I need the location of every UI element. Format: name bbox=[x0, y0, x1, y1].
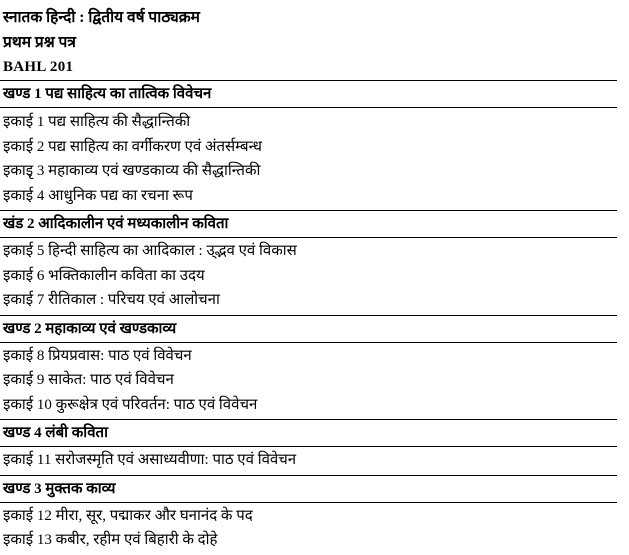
unit-list bbox=[0, 108, 629, 210]
unit-item: इकाई 6 भक्तिकालीन कविता का उदय bbox=[3, 267, 205, 284]
unit-item: इकाइृ 3 महाकाव्य एवं खण्डकाव्य की सैद्धान्तिकी bbox=[3, 163, 261, 179]
unit-list bbox=[0, 503, 629, 555]
section-title: खंड 2 आदिकालीन एवं मध्यकालीन कविता bbox=[3, 216, 229, 232]
unit-list bbox=[0, 343, 629, 420]
unit-list bbox=[0, 447, 629, 475]
unit-item: इकाई 7 रीतिकाल : परिचय एवं आलोचना bbox=[3, 292, 220, 308]
unit-item: इकाई 9 साकेत: पाठ एवं विवेचन bbox=[3, 372, 174, 388]
syllabus-section bbox=[0, 315, 629, 420]
unit-item: इकाई 5 हिन्दी साहित्य का आदिकाल : उ्द्भव एवं विकास bbox=[3, 243, 297, 259]
sections-container bbox=[0, 80, 629, 555]
unit-item: इकाई 10 कुरूक्षेत्र एवं परिवर्तन: पाठ एवं विवेचन bbox=[3, 396, 258, 413]
section-title: खण्ड 2 महाकाव्य एवं खण्डकाव्य bbox=[3, 320, 177, 337]
unit-item: इकाई 1 पद्य साहित्य की सैद्धान्तिकी bbox=[3, 114, 191, 130]
syllabus-section bbox=[0, 80, 629, 210]
unit-list bbox=[0, 238, 629, 315]
unit-item: इकाई 13 कबीर, रहीम एवं बिहारी के दोहे bbox=[3, 532, 218, 548]
syllabus-section bbox=[0, 210, 629, 315]
unit-item: इकाई 12 मीरा, सूर, पद्माकर और घनानंद के पद bbox=[3, 507, 253, 524]
page-title-line-1: स्नातक हिन्दी : द्वितीय वर्ष पाठ्यक्रम bbox=[3, 9, 200, 26]
unit-item: इकाई 8 प्रियप्रवास: पाठ एवं विवेचन bbox=[3, 347, 192, 364]
document-header bbox=[0, 0, 629, 80]
unit-item: इकाई 11 सरोजस्मृति एवं असाध्यवीणा: पाठ एवं विवेचन bbox=[3, 452, 297, 468]
course-code: BAHL 201 bbox=[3, 59, 74, 75]
unit-item: इकाई 2 पद्य साहित्य का वर्गीकरण एवं अंतर्सम्बन्ध bbox=[3, 138, 262, 155]
syllabus-section bbox=[0, 419, 629, 475]
unit-item: इकाई 4 आधुनिक पद्य का रचना रूप bbox=[3, 187, 193, 204]
section-title: खण्ड 4 लंबी कविता bbox=[3, 425, 108, 441]
section-title: खण्ड 1 पद्य साहित्य का तात्विक विवेचन bbox=[3, 86, 212, 102]
section-title: खण्ड 3 मुक्तक काव्य bbox=[3, 480, 116, 497]
syllabus-section bbox=[0, 475, 629, 555]
page-title-line-2: प्रथम प्रश्न पत्र bbox=[3, 34, 76, 51]
